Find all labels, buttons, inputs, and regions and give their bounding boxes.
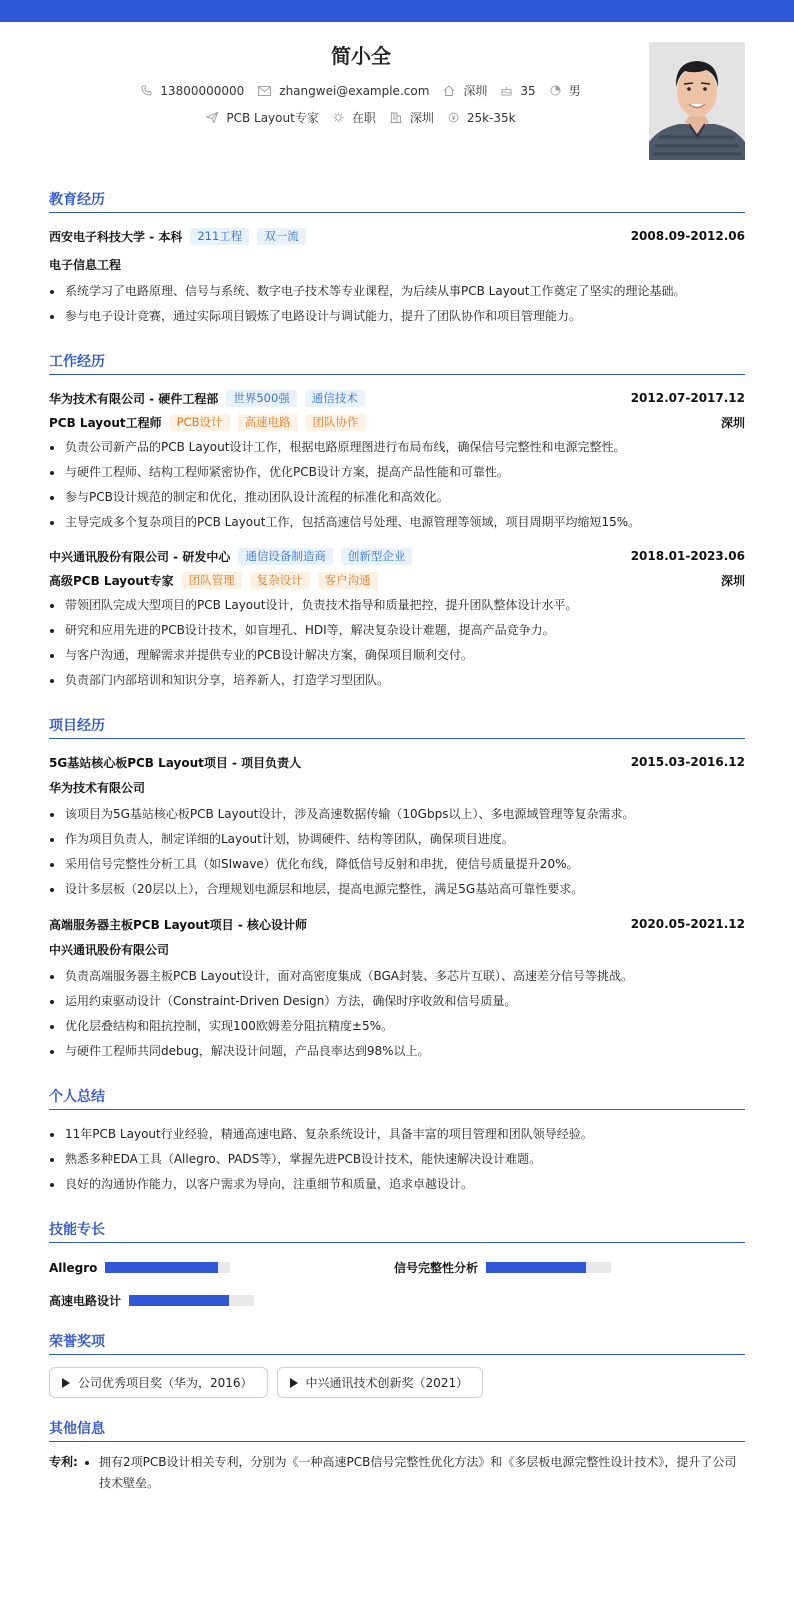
age-text: 35 bbox=[520, 83, 536, 98]
company-tag: 通信技术 bbox=[305, 390, 365, 407]
phone-icon bbox=[141, 85, 152, 96]
gender-item bbox=[550, 82, 581, 99]
skill-bar-fill bbox=[105, 1262, 218, 1273]
list-item: 参与电子设计竞赛，通过实际项目锻炼了电路设计与调试能力，提升了团队协作和项目管理能力。 bbox=[49, 304, 745, 329]
home-icon bbox=[443, 85, 455, 96]
job-role-row bbox=[49, 569, 745, 591]
skill-item bbox=[49, 1284, 394, 1317]
work-city-item bbox=[390, 109, 434, 126]
list-item: 主导完成多个复杂项目的PCB Layout工作，包括高速信号处理、电源管理等领域，项目周期平均缩短15%。 bbox=[49, 510, 745, 535]
section-title-work: 工作经历 bbox=[49, 351, 745, 375]
job-role-row bbox=[49, 411, 745, 433]
section-title-summary: 个人总结 bbox=[49, 1086, 745, 1110]
role-tag: 团队协作 bbox=[306, 414, 366, 431]
job-location: 深圳 bbox=[720, 573, 745, 588]
city-item bbox=[443, 82, 487, 99]
resume-page bbox=[0, 22, 794, 1494]
position-text: PCB Layout专家 bbox=[226, 111, 319, 125]
role-tag: 高速电路 bbox=[238, 414, 298, 431]
list-item: 良好的沟通协作能力，以客户需求为导向，注重细节和质量，追求卓越设计。 bbox=[49, 1172, 745, 1197]
list-item: 采用信号完整性分析工具（如SIwave）优化布线，降低信号反射和串扰，使信号质量提升20%。 bbox=[49, 852, 745, 877]
list-item: 11年PCB Layout行业经验，精通高速电路、复杂系统设计，具备丰富的项目管理和团队领导经验。 bbox=[49, 1122, 745, 1147]
building-icon bbox=[390, 112, 402, 123]
skill-name: Allegro bbox=[49, 1260, 98, 1275]
top-accent-bar bbox=[0, 0, 794, 22]
education-header-row bbox=[49, 225, 745, 247]
project-date: 2015.03-2016.12 bbox=[630, 755, 745, 769]
resume-header bbox=[49, 22, 745, 182]
list-item: 与客户沟通，理解需求并提供专业的PCB设计解决方案，确保项目顺利交付。 bbox=[49, 643, 745, 668]
list-item: 与硬件工程师共同debug，解决设计问题，产品良率达到98%以上。 bbox=[49, 1039, 745, 1064]
summary-bullets bbox=[49, 1122, 745, 1197]
role-tag: 复杂设计 bbox=[250, 572, 310, 589]
city-text: 深圳 bbox=[463, 84, 488, 98]
awards-list bbox=[49, 1367, 745, 1398]
mail-icon bbox=[258, 86, 271, 96]
company-tag: 世界500强 bbox=[226, 390, 296, 407]
phone-text: 13800000000 bbox=[160, 83, 245, 98]
project-company: 华为技术有限公司 bbox=[49, 781, 146, 795]
job-entry bbox=[49, 387, 745, 535]
patent-row bbox=[49, 1452, 745, 1494]
role-tag: 团队管理 bbox=[182, 572, 242, 589]
skills-list bbox=[49, 1251, 745, 1317]
section-title-projects: 项目经历 bbox=[49, 715, 745, 739]
list-item: 负责部门内部培训和知识分享，培养新人，打造学习型团队。 bbox=[49, 668, 745, 693]
skill-item bbox=[394, 1251, 739, 1284]
list-item: 优化层叠结构和阻抗控制，实现100欧姆差分阻抗精度±5%。 bbox=[49, 1014, 745, 1039]
company-name: 华为技术有限公司 - 硬件工程部 bbox=[49, 391, 219, 406]
skill-name: 高速电路设计 bbox=[49, 1294, 122, 1308]
project-name: 5G基站核心板PCB Layout项目 - 项目负责人 bbox=[49, 755, 302, 770]
role-name: PCB Layout工程师 bbox=[49, 415, 162, 430]
award-item[interactable] bbox=[277, 1367, 484, 1398]
triangle-right-icon bbox=[62, 1378, 70, 1388]
list-item: 与硬件工程师、结构工程师紧密协作，优化PCB设计方案，提高产品性能和可靠性。 bbox=[49, 460, 745, 485]
list-item: 该项目为5G基站核心板PCB Layout设计，涉及高速数据传输（10Gbps以上）、多电源域管理等复杂需求。 bbox=[49, 802, 745, 827]
salary-text: 25k-35k bbox=[466, 110, 516, 125]
send-icon bbox=[206, 112, 218, 123]
job-company-row bbox=[49, 387, 745, 409]
project-company: 中兴通讯股份有限公司 bbox=[49, 943, 170, 957]
education-bullets bbox=[49, 279, 745, 329]
gender-icon bbox=[550, 85, 561, 96]
awards-section bbox=[49, 1331, 745, 1398]
job-date: 2018.01-2023.06 bbox=[630, 549, 745, 563]
skill-bar bbox=[486, 1262, 611, 1273]
list-item: 运用约束驱动设计（Constraint-Driven Design）方法，确保时序收敛和信号质量。 bbox=[49, 989, 745, 1014]
company-tag: 创新型企业 bbox=[341, 548, 413, 565]
project-bullets bbox=[49, 964, 745, 1064]
project-name: 高端服务器主板PCB Layout项目 - 核心设计师 bbox=[49, 917, 307, 932]
skill-name: 信号完整性分析 bbox=[394, 1261, 479, 1275]
list-item: 参与PCB设计规范的制定和优化，推动团队设计流程的标准化和高效化。 bbox=[49, 485, 745, 510]
work-city-text: 深圳 bbox=[409, 111, 434, 125]
job-date: 2012.07-2017.12 bbox=[630, 391, 745, 405]
patent-text: 拥有2项PCB设计相关专利，分别为《一种高速PCB信号完整性优化方法》和《多层板电源完整性设计技术》，提升了公司技术壁垒。 bbox=[79, 1452, 745, 1494]
salary-item bbox=[448, 111, 516, 125]
role-tag: PCB设计 bbox=[170, 414, 230, 431]
project-entry bbox=[49, 751, 745, 902]
projects-section bbox=[49, 715, 745, 1064]
job-bullets bbox=[49, 435, 745, 535]
list-item: 系统学习了电路原理、信号与系统、数字电子技术等专业课程，为后续从事PCB Layout工作奠定了坚实的理论基础。 bbox=[49, 279, 745, 304]
project-header-row bbox=[49, 913, 745, 935]
gender-text: 男 bbox=[568, 84, 581, 98]
profile-photo bbox=[649, 42, 745, 160]
status-text: 在职 bbox=[351, 111, 376, 125]
position-item bbox=[206, 109, 318, 126]
section-title-education: 教育经历 bbox=[49, 189, 745, 213]
other-section bbox=[49, 1418, 745, 1494]
role-name: 高级PCB Layout专家 bbox=[49, 573, 174, 588]
skill-bar-fill bbox=[486, 1262, 586, 1273]
project-header-row bbox=[49, 751, 745, 773]
list-item: 负责高端服务器主板PCB Layout设计，面对高密度集成（BGA封装、多芯片互联）、高速差分信号等挑战。 bbox=[49, 964, 745, 989]
list-item: 研究和应用先进的PCB设计技术，如盲埋孔、HDI等，解决复杂设计难题，提高产品竞争力。 bbox=[49, 618, 745, 643]
role-tag: 客户沟通 bbox=[318, 572, 378, 589]
award-text: 公司优秀项目奖（华为，2016） bbox=[78, 1376, 253, 1390]
job-bullets bbox=[49, 593, 745, 693]
section-title-skills: 技能专长 bbox=[49, 1219, 745, 1243]
job-location: 深圳 bbox=[720, 415, 745, 430]
list-item: 负责公司新产品的PCB Layout设计工作，根据电路原理图进行布局布线，确保信号完整性和电源完整性。 bbox=[49, 435, 745, 460]
company-name: 中兴通讯股份有限公司 - 研发中心 bbox=[49, 549, 231, 564]
patent-label: 专利: bbox=[49, 1455, 78, 1469]
project-date: 2020.05-2021.12 bbox=[630, 917, 745, 931]
summary-section bbox=[49, 1086, 745, 1197]
education-date: 2008.09-2012.06 bbox=[630, 229, 745, 243]
triangle-right-icon bbox=[290, 1378, 298, 1388]
skill-bar bbox=[129, 1295, 254, 1306]
school-name: 西安电子科技大学 - 本科 bbox=[49, 229, 183, 244]
section-title-other: 其他信息 bbox=[49, 1418, 745, 1442]
company-tag: 通信设备制造商 bbox=[238, 548, 333, 565]
project-bullets bbox=[49, 802, 745, 902]
job-entry bbox=[49, 545, 745, 693]
contact-row-basic bbox=[49, 82, 745, 99]
skill-bar bbox=[105, 1262, 230, 1273]
award-text: 中兴通讯技术创新奖（2021） bbox=[305, 1376, 469, 1390]
school-tag: 211工程 bbox=[190, 228, 249, 245]
skill-item bbox=[49, 1251, 394, 1284]
contact-row-job bbox=[49, 109, 745, 126]
email-text: zhangwei@example.com bbox=[279, 83, 430, 98]
age-item bbox=[501, 84, 535, 98]
job-company-row bbox=[49, 545, 745, 567]
list-item: 带领团队完成大型项目的PCB Layout设计，负责技术指导和质量把控，提升团队整体设计水平。 bbox=[49, 593, 745, 618]
money-icon bbox=[448, 112, 459, 123]
section-title-awards: 荣誉奖项 bbox=[49, 1331, 745, 1355]
skills-section bbox=[49, 1219, 745, 1317]
school-tag: 双一流 bbox=[257, 228, 306, 245]
list-item: 熟悉多种EDA工具（Allegro、PADS等），掌握先进PCB设计技术，能快速解决设计难题。 bbox=[49, 1147, 745, 1172]
list-item: 设计多层板（20层以上），合理规划电源层和地层，提高电源完整性，满足5G基站高可靠性要求。 bbox=[49, 877, 745, 902]
education-section bbox=[49, 189, 745, 329]
project-entry bbox=[49, 913, 745, 1064]
award-item[interactable] bbox=[49, 1367, 268, 1398]
list-item: 作为项目负责人，制定详细的Layout计划，协调硬件、结构等团队，确保项目进度。 bbox=[49, 827, 745, 852]
status-item bbox=[333, 109, 376, 126]
phone-item bbox=[141, 84, 244, 98]
candidate-name: 简小全 bbox=[331, 44, 391, 68]
work-section bbox=[49, 351, 745, 693]
status-icon bbox=[333, 112, 344, 123]
skill-bar-fill bbox=[129, 1295, 229, 1306]
cake-icon bbox=[501, 85, 512, 96]
major-name: 电子信息工程 bbox=[49, 258, 122, 272]
email-item bbox=[258, 84, 429, 98]
